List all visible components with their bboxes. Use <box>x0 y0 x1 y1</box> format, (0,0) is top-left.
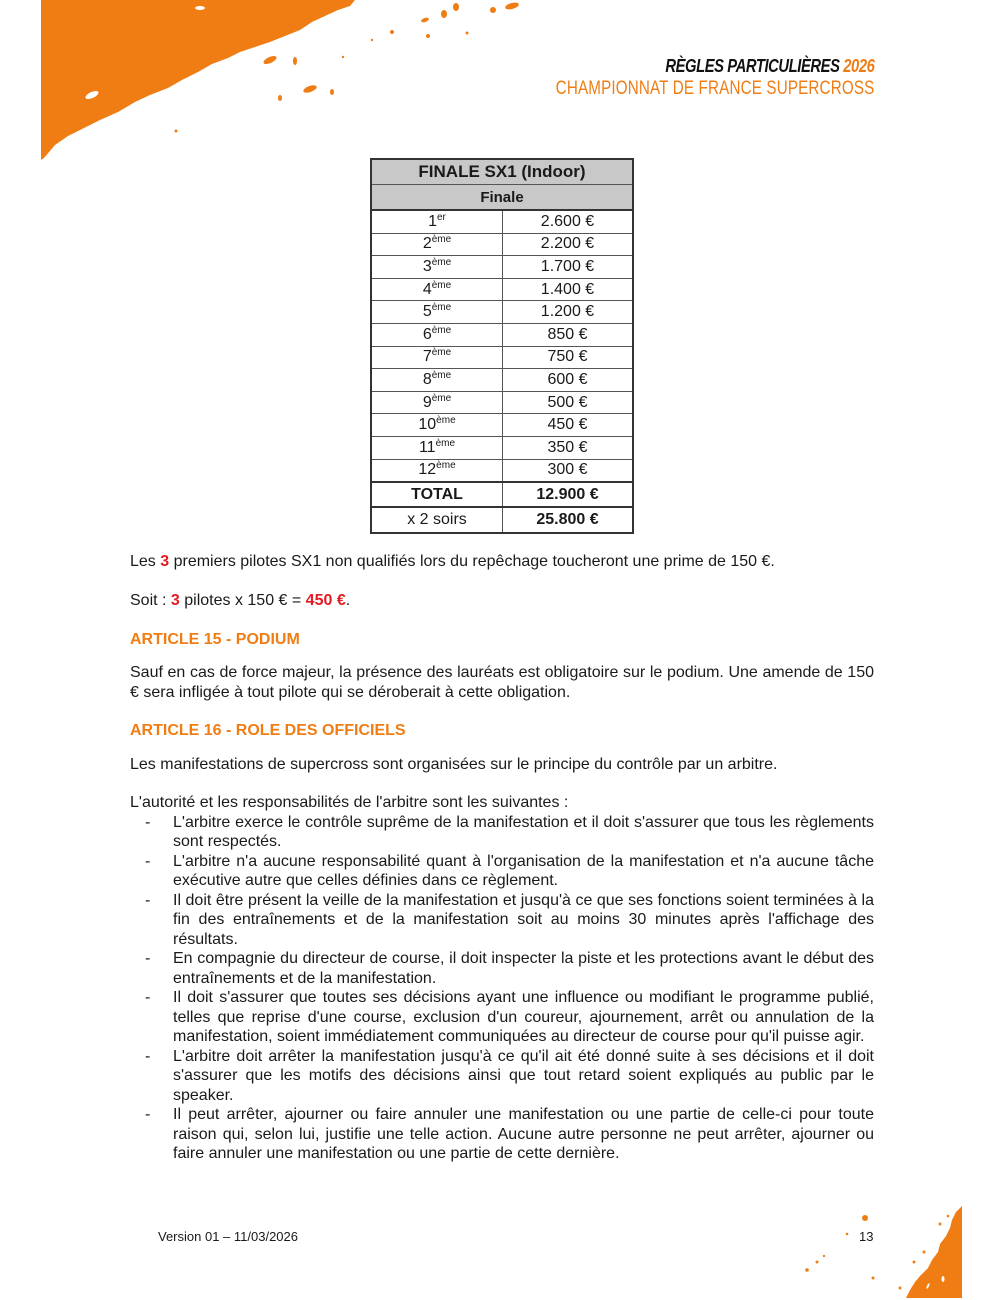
nights-label: x 2 soirs <box>371 507 503 533</box>
rank-number: 1 <box>428 212 437 230</box>
rank-number: 3 <box>422 257 432 275</box>
list-item-text: En compagnie du directeur de course, il doit inspecter la piste et les protections avant le début des entraînements et de la manifestation. <box>173 950 874 987</box>
total-label: TOTAL <box>371 482 503 507</box>
prize-row <box>371 210 633 233</box>
repechage-total-paragraph <box>130 591 874 611</box>
total-row <box>371 482 633 507</box>
rank-suffix: ème <box>431 369 452 381</box>
article-16-intro: Les manifestations de supercross sont organisées sur le principe du contrôle par un arbitre. <box>130 756 778 773</box>
list-item <box>130 988 874 1047</box>
responsibilities-list <box>130 813 874 1164</box>
rank-cell <box>371 323 503 346</box>
prize-row <box>371 256 633 279</box>
text: premiers pilotes SX1 non qualifiés lors du repêchage toucheront une prime de 150 €. <box>169 553 775 570</box>
prize-row <box>371 233 633 256</box>
highlight-total: 450 € <box>305 592 346 609</box>
rank-cell <box>371 301 503 324</box>
rank-suffix: ème <box>431 347 452 359</box>
list-item-text: L'arbitre n'a aucune responsabilité quant à l'organisation de la manifestation et n'a aucune tâche exécutive autre que celles définies dans ce règlement. <box>173 852 874 889</box>
list-item <box>130 1047 874 1106</box>
dash-bullet-icon: - <box>145 989 151 1006</box>
list-item <box>130 813 874 852</box>
list-item <box>130 949 874 988</box>
text: Soit : <box>130 592 171 609</box>
rank-number: 9 <box>422 393 432 411</box>
article-16-list-section <box>130 793 874 1164</box>
rank-suffix: ème <box>431 302 452 314</box>
rank-cell <box>371 459 503 482</box>
list-item-text: Il doit s'assurer que toutes ses décisions ayant une influence ou modifiant le programme publié, telles que reprise d'une course, exclusion d'un coureur, ajournement, arrêt ou annulation de la manifestation, soient immédiatement communiquées au directeur de course pour qu'il puisse agir. <box>173 989 874 1045</box>
rank-cell <box>371 256 503 279</box>
highlight-count: 3 <box>170 592 180 609</box>
rank-suffix: ème <box>431 279 452 291</box>
total-value: 12.900 € <box>503 482 634 507</box>
rank-number: 4 <box>422 280 432 298</box>
rank-suffix: ème <box>431 234 452 246</box>
rank-number: 11 <box>418 438 436 456</box>
rank-cell <box>371 369 503 392</box>
prize-row <box>371 278 633 301</box>
list-item <box>130 852 874 891</box>
header-title <box>547 56 874 76</box>
list-item-text: Il peut arrêter, ajourner ou faire annuler une manifestation ou une partie de celle-ci pour toute raison qui, selon lui, justifie une telle action. Aucune autre personne ne peut arrêter, ajourner ou faire annuler une manifestation ou une partie de cette dernière. <box>173 1106 874 1162</box>
text: Les <box>130 553 161 570</box>
rank-number: 5 <box>422 303 432 321</box>
prize-table-subtitle: Finale <box>371 185 633 211</box>
prize-row <box>371 414 633 437</box>
rank-cell <box>371 391 503 414</box>
rank-suffix: ème <box>436 415 456 427</box>
page-number: 13 <box>859 1229 874 1244</box>
orange-splash-bottom-right <box>780 1190 1005 1300</box>
rank-number: 2 <box>422 235 432 253</box>
dash-bullet-icon: - <box>145 813 151 831</box>
amount-cell: 750 € <box>503 346 634 369</box>
list-item <box>130 1105 874 1164</box>
rank-cell <box>371 278 503 301</box>
rank-number: 6 <box>422 325 432 343</box>
text: pilotes x 150 € = <box>179 592 306 609</box>
amount-cell: 1.700 € <box>503 256 634 279</box>
article-15-text: Sauf en cas de force majeur, la présence des lauréats est obligatoire sur le podium. Une amende de 150 € sera infligée à tout pilote qui se déroberait à cette obligation. <box>130 664 874 701</box>
rank-number: 12 <box>418 461 437 479</box>
footer-version: Version 01 – 11/03/2026 <box>158 1229 298 1244</box>
prize-table <box>370 158 634 534</box>
list-item-text: L'arbitre doit arrêter la manifestation jusqu'à ce qu'il ait été donné suite à ses décisions et il doit s'assurer que les motifs des décisions ainsi que tout retard soient expliqués au public par le speaker. <box>173 1047 874 1104</box>
article-15-heading: ARTICLE 15 - PODIUM <box>130 631 300 648</box>
rank-suffix: ème <box>431 392 452 404</box>
prize-row <box>371 346 633 369</box>
prize-row <box>371 391 633 414</box>
dash-bullet-icon: - <box>145 891 151 909</box>
rank-number: 7 <box>422 348 432 366</box>
prize-row <box>371 323 633 346</box>
repechage-paragraph <box>130 552 874 572</box>
rank-cell <box>371 233 503 256</box>
amount-cell: 2.200 € <box>503 233 634 256</box>
list-item-text: L'arbitre exerce le contrôle suprême de la manifestation et il doit s'assurer que tous les règlements sont respectés. <box>173 813 874 850</box>
amount-cell: 600 € <box>503 369 634 392</box>
rank-suffix: ème <box>431 324 452 336</box>
rank-number: 8 <box>422 370 432 388</box>
header-title-text: RÈGLES PARTICULIÈRES <box>664 56 840 76</box>
header-subtitle: CHAMPIONNAT DE FRANCE SUPERCROSS <box>555 78 874 99</box>
amount-cell: 500 € <box>503 391 634 414</box>
document-header <box>476 56 874 100</box>
rank-suffix: ème <box>435 437 456 449</box>
rank-suffix: ème <box>431 256 452 268</box>
rank-suffix: ème <box>436 460 456 472</box>
rank-suffix: er <box>437 211 446 223</box>
list-item <box>130 891 874 950</box>
article-16-heading: ARTICLE 16 - ROLE DES OFFICIELS <box>130 722 406 739</box>
rank-cell <box>371 210 503 233</box>
dash-bullet-icon: - <box>145 852 151 870</box>
rank-cell <box>371 346 503 369</box>
article-16-list-intro: L'autorité et les responsabilités de l'arbitre sont les suivantes : <box>130 794 569 811</box>
nights-value: 25.800 € <box>503 507 634 533</box>
prize-row <box>371 436 633 459</box>
nights-row <box>371 507 633 533</box>
amount-cell: 450 € <box>503 414 634 437</box>
rank-cell <box>371 436 503 459</box>
list-item-text: Il doit être présent la veille de la manifestation et jusqu'à ce que ses fonctions soient terminées à la fin des entraînements et de la manifestation soit au moins 30 minutes après l'affichage des résultats. <box>173 891 874 948</box>
dash-bullet-icon: - <box>145 950 151 967</box>
amount-cell: 2.600 € <box>503 210 634 233</box>
amount-cell: 350 € <box>503 436 634 459</box>
rank-cell <box>371 414 503 437</box>
amount-cell: 1.200 € <box>503 301 634 324</box>
prize-table-title: FINALE SX1 (Indoor) <box>371 159 633 185</box>
prize-row <box>371 301 633 324</box>
highlight-count: 3 <box>160 553 170 570</box>
dash-bullet-icon: - <box>145 1047 151 1065</box>
text: . <box>345 592 351 609</box>
header-year: 2026 <box>842 56 874 76</box>
prize-row <box>371 459 633 482</box>
prize-row <box>371 369 633 392</box>
amount-cell: 850 € <box>503 323 634 346</box>
dash-bullet-icon: - <box>145 1106 151 1123</box>
amount-cell: 1.400 € <box>503 278 634 301</box>
amount-cell: 300 € <box>503 459 634 482</box>
rank-number: 10 <box>418 416 437 434</box>
